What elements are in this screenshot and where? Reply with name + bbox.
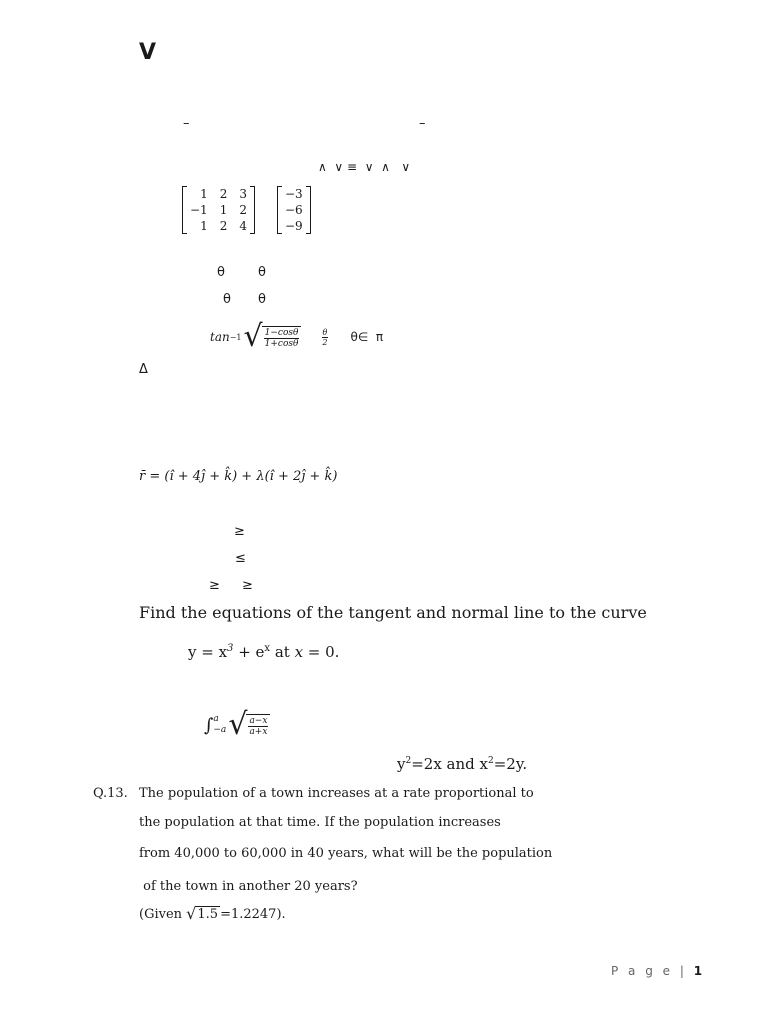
- tan-fraction: [264, 328, 300, 349]
- integral-numerator: a−x: [249, 715, 268, 726]
- curves-pair-y: y: [397, 755, 406, 773]
- tan-fraction-denominator: 1+cosθ: [264, 338, 299, 349]
- vector-term-1: (î + 4ĵ + k̂): [164, 469, 238, 484]
- matrix-a-cell: 2: [219, 187, 228, 201]
- integral-radical-sign-icon: √: [228, 707, 248, 742]
- curve-at: at: [270, 643, 295, 661]
- delta-symbol: Δ: [139, 362, 148, 377]
- curves-pair: [397, 755, 527, 773]
- matrix-b-cell: −3: [285, 187, 303, 201]
- curve-equation: [188, 643, 339, 661]
- page-label: P a g e: [611, 964, 674, 978]
- tan-radical: [243, 319, 302, 354]
- matrix-b: [277, 186, 311, 238]
- theta-domain: θ∈ π: [350, 330, 384, 344]
- vector-line-equation: [139, 469, 337, 484]
- radical-sign-icon: √: [243, 319, 263, 354]
- page-separator: |: [673, 964, 694, 978]
- q13-given: [139, 906, 286, 922]
- vector-lhs: r̄ =: [139, 469, 165, 484]
- theta-2: θ: [258, 265, 266, 280]
- curve-eq: = 0.: [303, 643, 340, 661]
- given-radicand: 1.5: [197, 907, 219, 922]
- given-radical-sign-icon: √: [186, 904, 197, 923]
- logic-expression: ∧ ∨ ≡ ∨ ∧ ∨: [318, 160, 411, 174]
- curve-plus-e: + e: [233, 643, 265, 661]
- matrix-a-cell: −1: [190, 203, 208, 217]
- matrix-a-cell: 1: [200, 219, 208, 233]
- integral-limits: [213, 714, 226, 736]
- inverse-tan-expression: [210, 319, 384, 354]
- header-mark: V: [139, 40, 157, 65]
- question-number: Q.13.: [93, 786, 128, 801]
- matrix-a-cell: 3: [239, 187, 247, 201]
- curves-pair-square-1: 2: [405, 756, 412, 766]
- theta-half-denominator: 2: [322, 337, 328, 347]
- integral-radical: [228, 707, 270, 742]
- curves-pair-square-2: 2: [488, 756, 494, 766]
- matrix-a: [182, 186, 255, 238]
- inequality-3b: ≥: [242, 578, 253, 593]
- matrix-a-cell: 1: [219, 203, 228, 217]
- matrix-a-cell: 1: [200, 187, 208, 201]
- curve-exp-x: x: [264, 643, 271, 654]
- matrix-a-cell: 4: [239, 219, 247, 233]
- integral-upper-limit: a: [213, 714, 219, 724]
- matrix-a-cell: 2: [239, 203, 247, 217]
- vector-term-2: (î + 2ĵ + k̂): [264, 469, 338, 484]
- inequality-2: ≤: [235, 551, 246, 566]
- integral-denominator: a+x: [249, 726, 268, 737]
- given-prefix: (Given: [139, 906, 187, 922]
- integral-sign-icon: ∫: [204, 714, 214, 736]
- tan-function: tan: [210, 330, 230, 344]
- matrix-a-right-bracket: [250, 186, 255, 234]
- page-footer: [611, 964, 702, 978]
- tan-fraction-numerator: 1−cosθ: [264, 327, 299, 338]
- theta-4: θ: [258, 292, 266, 307]
- matrix-a-cell: 2: [219, 219, 228, 233]
- curves-pair-middle: =2x and x: [411, 755, 488, 773]
- curve-y: y = x: [188, 643, 228, 661]
- curves-pair-end: =2y.: [493, 755, 528, 773]
- given-suffix: =1.2247).: [220, 906, 286, 922]
- q13-line-1: The population of a town increases at a rate proportional to: [139, 786, 534, 801]
- dash-left: –: [183, 116, 190, 131]
- vector-plus: +: [237, 469, 257, 484]
- q13-line-2: the population at that time. If the population increases: [139, 815, 501, 830]
- given-radical: [186, 906, 220, 922]
- integral-fraction: [248, 716, 268, 737]
- q13-line-3: from 40,000 to 60,000 in 40 years, what will be the population: [139, 846, 553, 861]
- matrix-b-cell: −6: [285, 203, 303, 217]
- dash-right: –: [419, 116, 426, 131]
- curve-x-var: x: [294, 643, 304, 661]
- integral-expression: [204, 707, 270, 742]
- q13-line-4: of the town in another 20 years?: [139, 879, 358, 894]
- theta-3: θ: [223, 292, 231, 307]
- theta-half-fraction: [321, 328, 328, 347]
- integral-lower-limit: −a: [213, 725, 227, 735]
- matrix-b-cell: −9: [285, 219, 303, 233]
- theta-half-numerator: θ: [322, 327, 328, 337]
- page-number: 1: [693, 964, 703, 978]
- matrix-b-right-bracket: [306, 186, 311, 234]
- vector-lambda: λ: [256, 469, 265, 484]
- curve-exp-3: 3: [227, 643, 234, 654]
- theta-1: θ: [217, 265, 225, 280]
- tangent-question: Find the equations of the tangent and normal line to the curve: [139, 603, 647, 622]
- inequality-3a: ≥: [209, 578, 220, 593]
- inequality-1: ≥: [234, 524, 245, 539]
- tan-superscript: −1: [229, 332, 242, 342]
